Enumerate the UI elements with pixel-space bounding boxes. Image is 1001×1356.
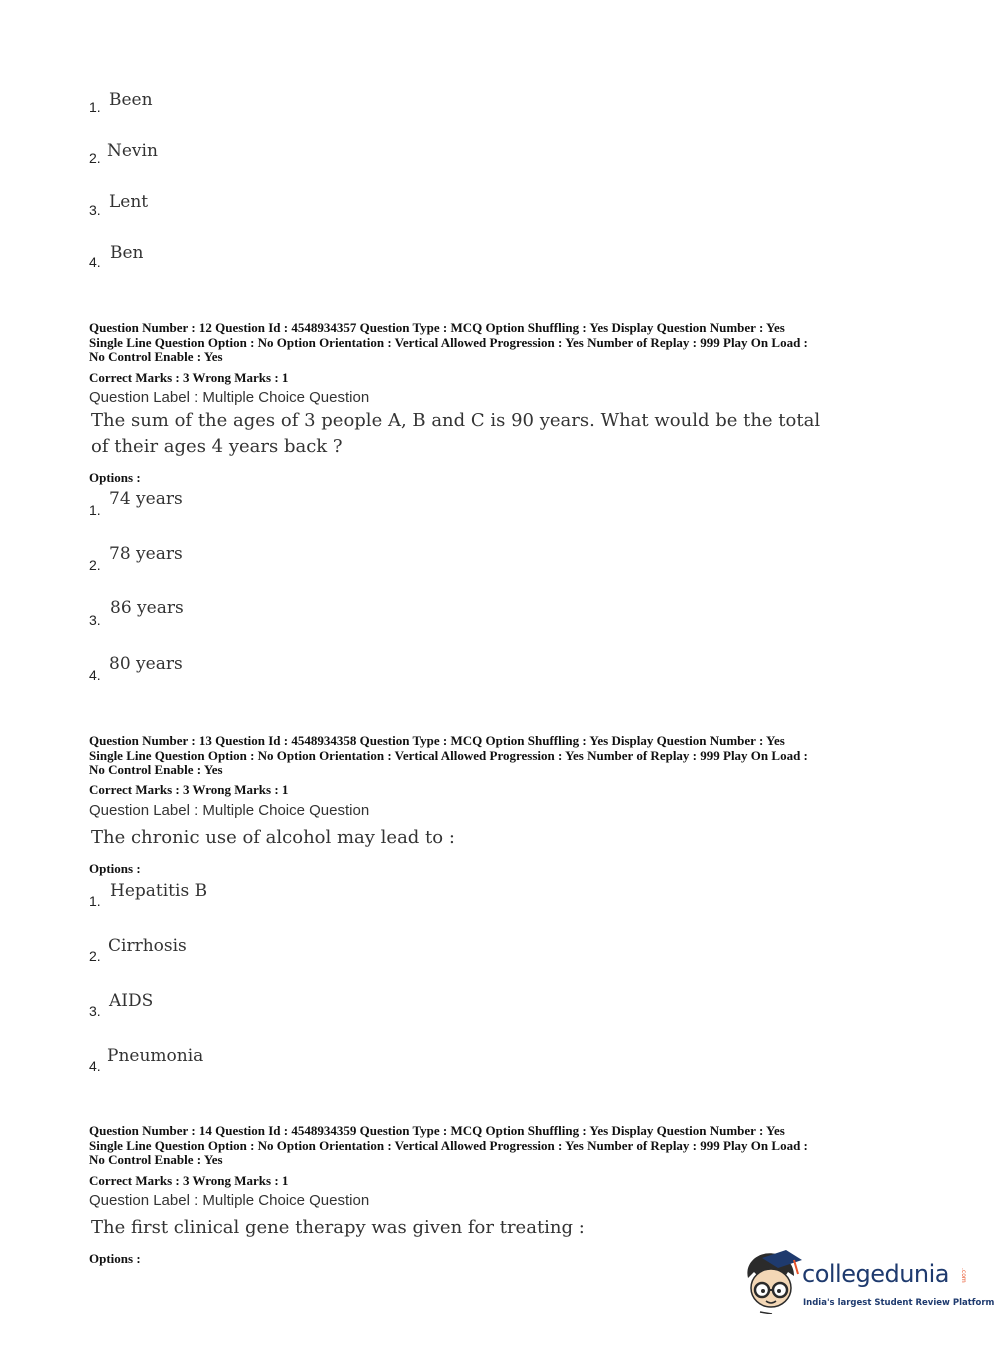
option-number: 4. [89,667,101,683]
question-meta [89,321,919,365]
option-number: 4. [89,254,101,270]
option-text: 86 years [110,598,184,618]
options-label: Options : [89,470,141,485]
meta-line: No Control Enable : Yes [89,349,223,364]
question-text [91,1215,585,1241]
option-text: 78 years [109,544,183,564]
option-number: 3. [89,1003,101,1019]
option-number: 2. [89,557,101,573]
option-number: 3. [89,612,101,628]
option-number: 2. [89,150,101,166]
option-text: Nevin [107,141,158,161]
marks-line: Correct Marks : 3 Wrong Marks : 1 [89,782,289,797]
marks-line: Correct Marks : 3 Wrong Marks : 1 [89,1173,289,1188]
options-label: Options : [89,861,141,876]
option-text: Lent [109,192,149,212]
option-text: AIDS [109,991,154,1011]
question-text [91,825,455,851]
options-label: Options : [89,1251,141,1266]
meta-line: No Control Enable : Yes [89,1152,223,1167]
option-text: 74 years [109,489,183,509]
question-text-line: The sum of the ages of 3 people A, B and C is 90 years. What would be the total [91,410,821,431]
option-text: Pneumonia [107,1046,204,1066]
option-text: Been [109,90,153,110]
logo-tagline: India's largest Student Review Platform [803,1298,995,1308]
meta-line: Single Line Question Option : No Option Orientation : Vertical Allowed Progression : Yes Number of Replay : 999 Play On Load : [89,1137,808,1153]
meta-line: No Control Enable : Yes [89,762,223,777]
option-number: 3. [89,202,101,218]
logo-com-suffix: .com [960,1268,967,1283]
question-text-line: The first clinical gene therapy was given for treating : [91,1217,585,1238]
meta-line: Single Line Question Option : No Option Orientation : Vertical Allowed Progression : Yes Number of Replay : 999 Play On Load : [89,334,808,350]
meta-line: Question Number : 14 Question Id : 4548934359 Question Type : MCQ Option Shuffling : Yes Display Question Number : Yes [89,1123,785,1138]
collegedunia-logo [742,1248,995,1318]
question-label: Question Label : Multiple Choice Question [89,802,370,819]
option-number: 1. [89,99,101,115]
question-text-line: The chronic use of alcohol may lead to : [91,827,455,848]
option-text: Ben [110,243,144,263]
question-text [91,408,820,460]
question-label: Question Label : Multiple Choice Question [89,389,370,406]
mascot-icon [742,1248,804,1314]
option-text: Cirrhosis [108,936,187,956]
question-meta [89,734,919,778]
option-number: 1. [89,893,101,909]
question-text-line: of their ages 4 years back ? [91,436,343,457]
question-label: Question Label : Multiple Choice Question [89,1192,370,1209]
meta-line: Single Line Question Option : No Option Orientation : Vertical Allowed Progression : Yes Number of Replay : 999 Play On Load : [89,747,808,763]
option-text: 80 years [109,654,183,674]
option-text: Hepatitis B [110,881,208,901]
option-number: 1. [89,502,101,518]
option-number: 4. [89,1058,101,1074]
marks-line: Correct Marks : 3 Wrong Marks : 1 [89,370,289,385]
meta-line: Question Number : 12 Question Id : 4548934357 Question Type : MCQ Option Shuffling : Yes Display Question Number : Yes [89,320,785,335]
meta-line: Question Number : 13 Question Id : 4548934358 Question Type : MCQ Option Shuffling : Yes Display Question Number : Yes [89,733,785,748]
option-number: 2. [89,948,101,964]
logo-wordmark: collegedunia [802,1260,950,1288]
question-meta [89,1124,919,1168]
